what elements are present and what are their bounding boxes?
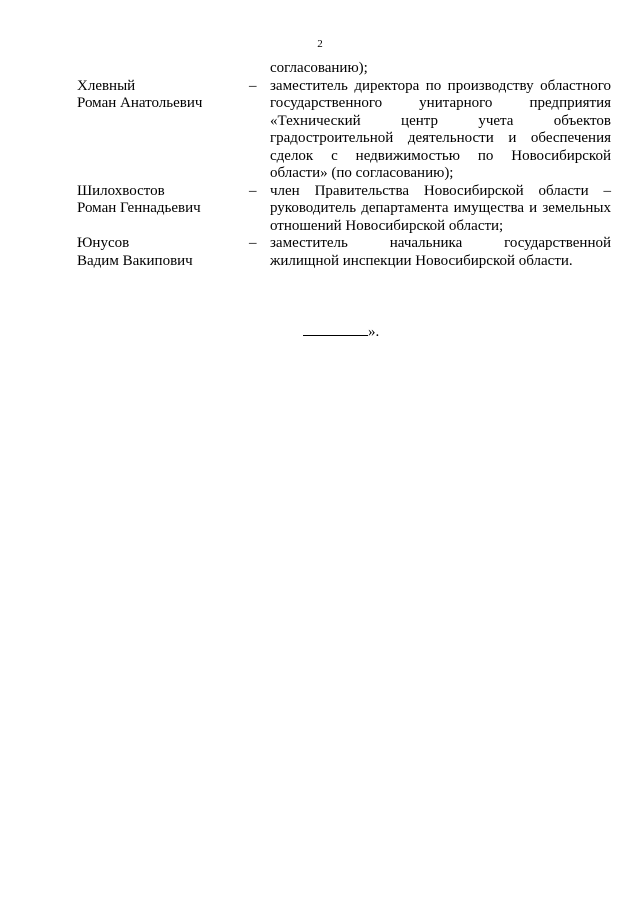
closing-line xyxy=(303,323,379,342)
member-role-line: сделок с недвижимостью по Новосибирской xyxy=(270,147,611,164)
member-surname: Шилохвостов xyxy=(77,182,165,199)
member-row xyxy=(77,78,611,183)
member-name xyxy=(77,235,249,270)
member-role-line: градостроительной деятельности и обеспечения xyxy=(270,130,611,146)
member-dash: – xyxy=(249,77,257,94)
member-given-names: Роман Анатольевич xyxy=(77,95,203,111)
member-role-line: жилищной инспекции Новосибирской области. xyxy=(270,252,573,269)
member-row xyxy=(77,183,611,236)
signature-blank-line xyxy=(303,323,368,336)
member-role-line: руководитель департамента имущества и земельных xyxy=(270,200,611,216)
member-dash: – xyxy=(249,182,257,199)
member-name xyxy=(77,183,249,236)
member-role xyxy=(270,235,611,270)
member-name xyxy=(77,78,249,183)
member-surname: Хлевный xyxy=(77,77,136,94)
continued-role-line: согласованию); xyxy=(270,60,368,76)
closing-mark: ». xyxy=(368,324,380,340)
member-given-names: Вадим Вакипович xyxy=(77,252,193,269)
member-surname: Юнусов xyxy=(77,235,130,251)
commission-member-list xyxy=(77,60,611,270)
member-role xyxy=(270,78,611,183)
member-role-line: отношений Новосибирской области; xyxy=(270,217,504,234)
member-dash: – xyxy=(249,235,257,251)
member-role-line: заместитель начальника государственной xyxy=(270,235,611,251)
member-row xyxy=(77,235,611,270)
member-role-line: области» (по согласованию); xyxy=(270,165,454,181)
member-given-names: Роман Геннадьевич xyxy=(77,200,201,216)
member-role-line: «Технический центр учета объектов xyxy=(270,112,611,129)
member-role xyxy=(270,183,611,236)
page-number: 2 xyxy=(317,38,323,50)
member-role-line: государственного унитарного предприятия xyxy=(270,95,611,111)
member-role-line: член Правительства Новосибирской области – xyxy=(270,182,611,199)
member-role-line: заместитель директора по производству областного xyxy=(270,77,611,94)
